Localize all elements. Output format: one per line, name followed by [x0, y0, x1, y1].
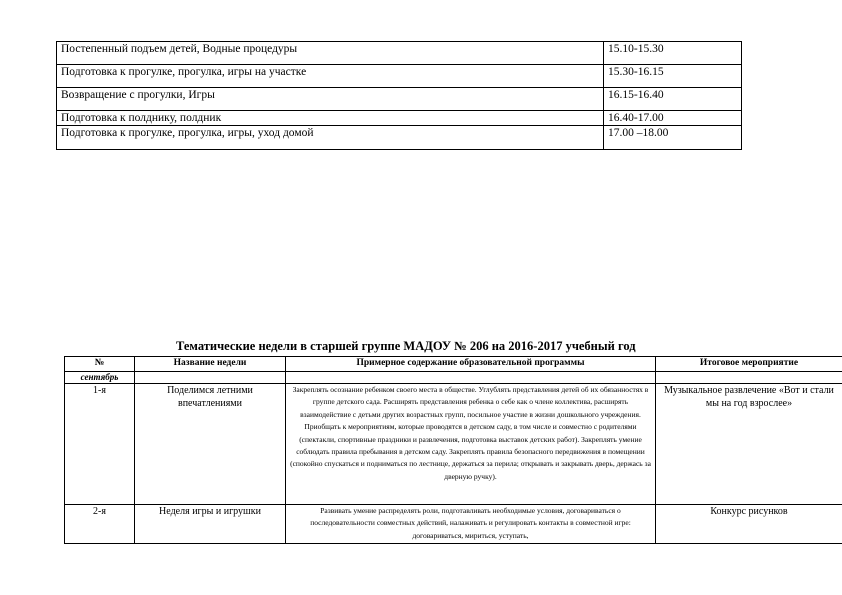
table-row [57, 111, 742, 126]
activity-cell: Подготовка к прогулке, прогулка, игры, уход домой [57, 126, 604, 150]
time-cell: 16.40-17.00 [604, 111, 742, 126]
empty-cell [286, 372, 656, 384]
table-row [57, 88, 742, 111]
table-row [57, 65, 742, 88]
thematic-weeks-table [64, 356, 842, 544]
month-row [65, 372, 842, 384]
month-label: сентябрь [65, 372, 135, 384]
header-event: Итоговое мероприятие [656, 357, 842, 372]
activity-cell: Подготовка к полднику, полдник [57, 111, 604, 126]
empty-cell [135, 372, 286, 384]
week-event: Конкурс рисунков [656, 505, 842, 544]
week-name: Поделимся летними впечатлениями [135, 384, 286, 505]
table-row [65, 505, 842, 544]
activity-cell: Возвращение с прогулки, Игры [57, 88, 604, 111]
week-number: 2-я [65, 505, 135, 544]
time-cell: 15.10-15.30 [604, 42, 742, 65]
week-number: 1-я [65, 384, 135, 505]
header-row [65, 357, 842, 372]
table-row [57, 42, 742, 65]
header-name: Название недели [135, 357, 286, 372]
header-number: № [65, 357, 135, 372]
header-content: Примерное содержание образовательной программы [286, 357, 656, 372]
week-content: Закреплять осознание ребенком своего места в обществе. Углублять представления детей об их обязанностях в группе детского сада. Расширять представления ребенка о себе как о члене коллектива, расширять взаимодействие с детьми других возрастных групп, посильное участие в жизни дошкольного учреждения. Приобщать к мероприятиям, которые проводятся в детском саду, в том числе и совместно с родителями (спектакли, спортивные праздники и развлечения, подготовка выставок детских работ). Закреплять умение соблюдать правила пребывания в детском саду. Закреплять правила безопасного передвижения в помещении (спокойно спускаться и подниматься по лестнице, держаться за перила; открывать и закрывать дверь, держась за дверную ручку). [286, 384, 656, 505]
empty-cell [656, 372, 842, 384]
time-cell: 16.15-16.40 [604, 88, 742, 111]
week-content: Развивать умение распределять роли, подготавливать необходимые условия, договариваться о последовательности совместных действий, налаживать и регулировать контакты в совместной игре: договариваться, мириться, уступать, [286, 505, 656, 544]
week-name: Неделя игры и игрушки [135, 505, 286, 544]
week-event: Музыкальное развлечение «Вот и стали мы на год взрослее» [656, 384, 842, 505]
time-cell: 15.30-16.15 [604, 65, 742, 88]
table-row [57, 126, 742, 150]
time-cell: 17.00 –18.00 [604, 126, 742, 150]
table-row [65, 384, 842, 505]
daily-schedule-table [56, 41, 742, 150]
activity-cell: Постепенный подъем детей, Водные процедуры [57, 42, 604, 65]
activity-cell: Подготовка к прогулке, прогулка, игры на участке [57, 65, 604, 88]
page-title: Тематические недели в старшей группе МАДОУ № 206 на 2016-2017 учебный год [176, 339, 636, 353]
